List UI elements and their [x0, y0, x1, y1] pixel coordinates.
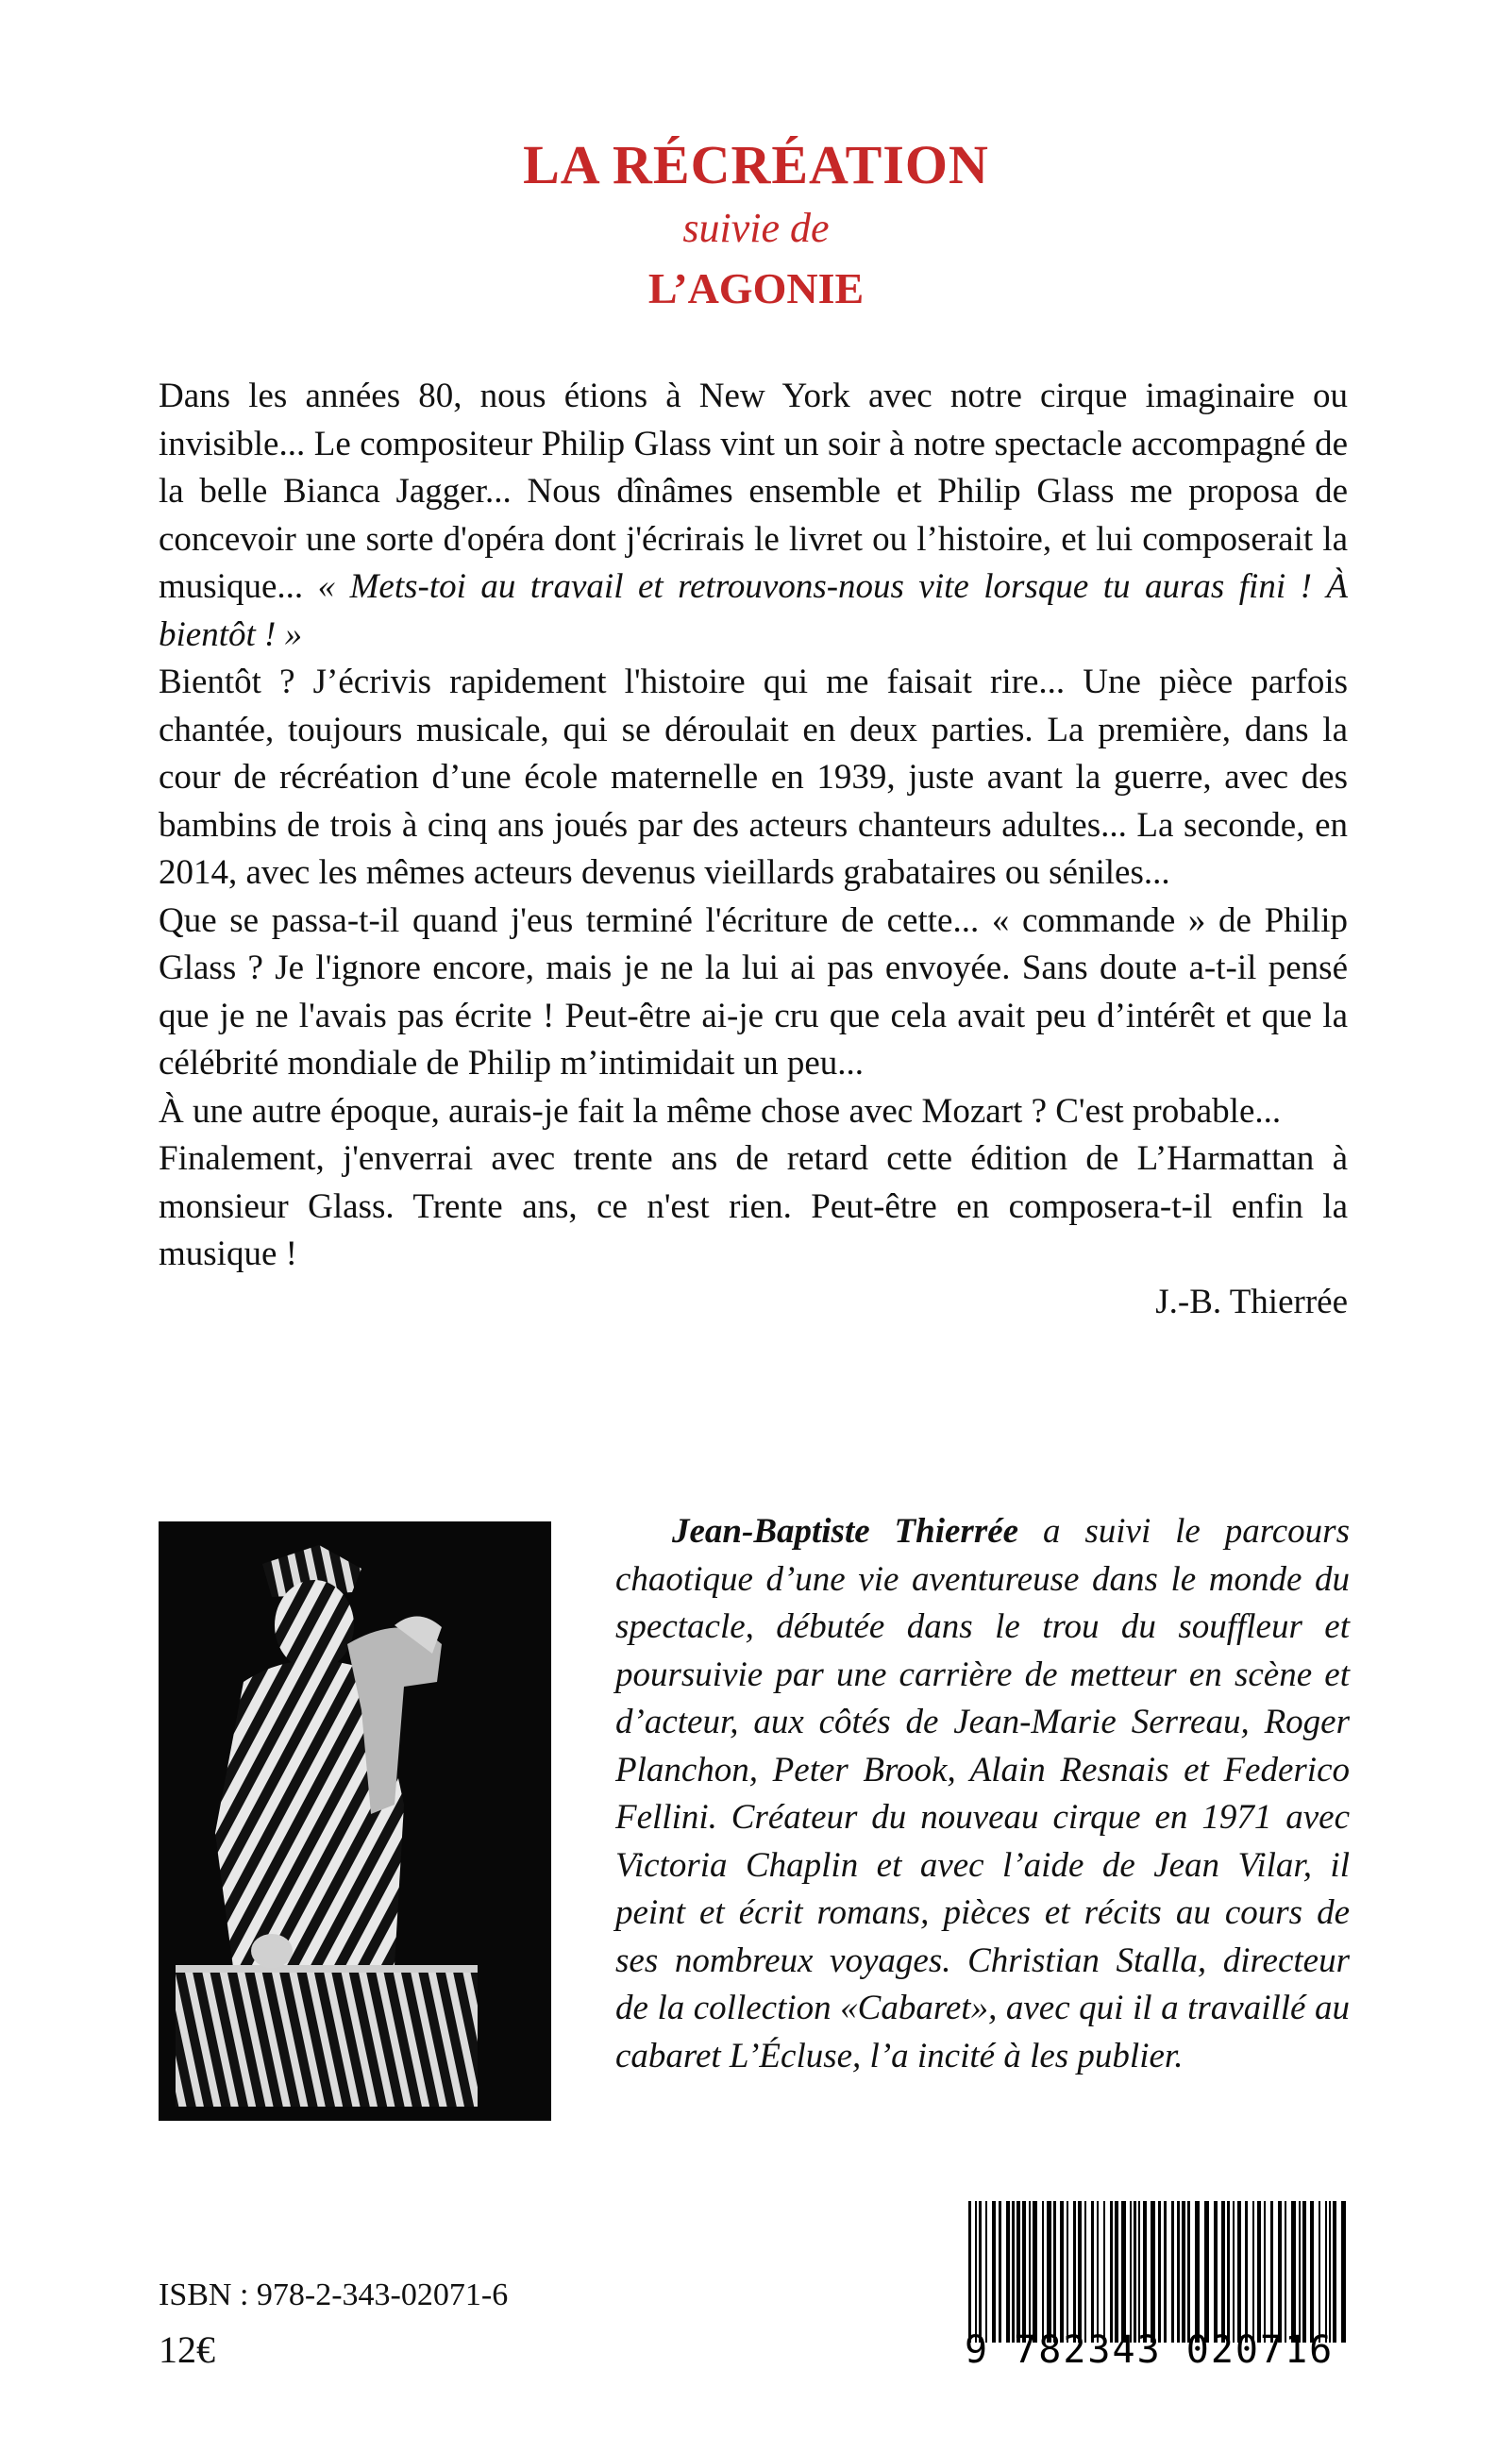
blurb-paragraph-5: Finalement, j'enverrai avec trente ans de retard cette édition de L’Harmattan à monsieur Glass. Trente ans, ce n'est rien. Peut-être en composera-t-il enfin la musique ! — [159, 1139, 1348, 1273]
price-label: 12€ — [159, 2328, 215, 2371]
book-subtitle: L’AGONIE — [647, 264, 865, 312]
back-cover-blurb — [159, 373, 1348, 1326]
blurb-paragraph-2: Bientôt ? J’écrivis rapidement l'histoire qui me faisait rire... Une pièce parfois chantée, toujours musicale, qui se déroulait en deux parties. La première, dans la cour de récréation d’une école maternelle en 1939, juste avant la guerre, avec des bambins de trois à cinq ans joués par des acteurs chanteurs adultes... La seconde, en 2014, avec les mêmes acteurs devenus vieillards grabataires ou séniles... — [159, 663, 1348, 892]
blurb-p1-quote: « Mets-toi au travail et retrouvons-nous vite lorsque tu auras fini ! À bientôt ! » — [159, 567, 1348, 654]
author-bio-text: a suivi le parcours chaotique d’une vie aventureuse dans le monde du spectacle, débutée dans le trou du souffleur et poursuivie par une carrière de metteur en scène et d’acteur, aux côtés de Jean-Marie Serreau, Roger Planchon, Peter Brook, Alain Resnais et Federico Fellini. Créateur du nouveau cirque en 1971 avec Victoria Chaplin et avec l’aide de Jean Vilar, il peint et écrit romans, pièces et récits au cours de ses nombreux voyages. Christian Stalla, directeur de la collection «Cabaret», avec qui il a travaillé au cabaret L’Écluse, l’a incité à les publier. — [615, 1512, 1350, 2075]
barcode-digits: 9 782343 020716 — [965, 2328, 1335, 2372]
blurb-p1-text: Dans les années 80, nous étions à New York avec notre cirque imaginaire ou invisible... Le compositeur Philip Glass vint un soir à notre spectacle accompagné de la belle Bianca Jagger... Nous dînâmes ensemble et Philip Glass me proposa de concevoir une sorte d'opéra dont j'écrirais le livret ou l’histoire, et lui composerait la musique... — [159, 377, 1348, 606]
author-photo — [159, 1521, 551, 2121]
title-connector: suivie de — [682, 205, 830, 251]
author-bio — [615, 1508, 1350, 2080]
blurb-paragraph-4: À une autre époque, aurais-je fait la même chose avec Mozart ? C'est probable... — [159, 1091, 1282, 1131]
blurb-paragraph-3: Que se passa-t-il quand j'eus terminé l'écriture de cette... « commande » de Philip Glass ? Je l'ignore encore, mais je ne la lui ai pas envoyée. Sans doute a-t-il pensé que je ne l'avais pas écrite ! Peut-être ai-je cru que cela avait peu d’intérêt et que la célébrité mondiale de Philip m’intimidait un peu... — [159, 900, 1348, 1083]
blurb-signature: J.-B. Thierrée — [1155, 1282, 1348, 1321]
title-block — [0, 132, 1512, 319]
author-name: Jean-Baptiste Thierrée — [672, 1512, 1019, 1551]
isbn-number: ISBN : 978-2-343-02071-6 — [159, 2277, 509, 2312]
book-title: LA RÉCRÉATION — [523, 134, 989, 195]
blurb-paragraph-1 — [159, 373, 1348, 659]
